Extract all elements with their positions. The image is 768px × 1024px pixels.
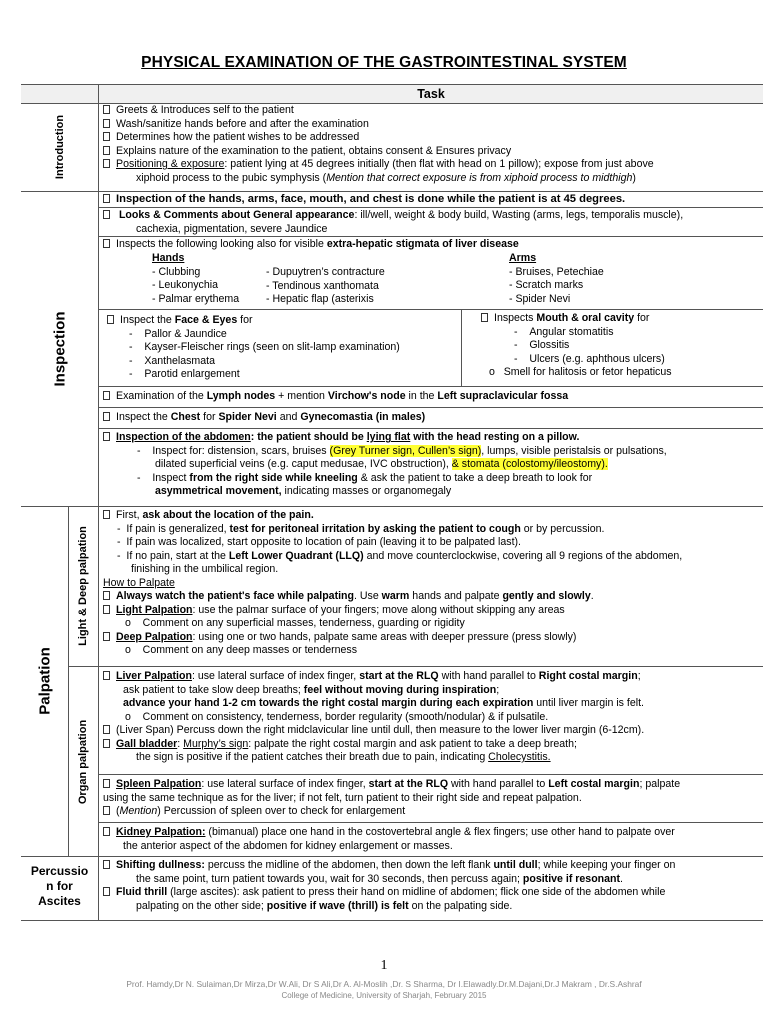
introduction-label-cell	[21, 103, 99, 191]
inspection-label: Inspection	[51, 310, 68, 387]
checkbox-icon	[103, 194, 110, 203]
footer-college: College of Medicine, University of Sharjah, February 2015	[281, 991, 487, 1000]
page-title: PHYSICAL EXAMINATION OF THE GASTROINTESTINAL SYSTEM	[141, 54, 627, 71]
checkbox-icon	[103, 725, 110, 734]
checkbox-icon	[107, 315, 114, 324]
general-appearance-row: Looks & Comments about General appearance: ill/well, weight & body build, Wasting (arms, legs, temporalis muscle), cachexia, pigmentation, severe Jaundice	[99, 208, 763, 237]
palpation-content	[99, 506, 763, 856]
mouth-cell: Inspects Mouth & oral cavity for - Angular stomatitis - Glossitis - Ulcers (e.g. aphthous ulcers) o Smell for halitosis or fetor hepaticus	[462, 310, 672, 380]
intro-line: Greets & Introduces self to the patient	[103, 104, 759, 118]
lymph-row: Examination of the Lymph nodes + mention Virchow's node in the Left supraclavicular fossa	[99, 387, 763, 408]
header-spacer	[21, 85, 99, 103]
hands-column-2: - Dupuytren’s contracture - Tendinous xanthomata - Hepatic flap (asterixis	[266, 266, 385, 305]
exam-table	[21, 84, 763, 104]
footer-authors: Prof. Hamdy,Dr N. Sulaiman,Dr Mirza,Dr W.Ali, Dr S Ali,Dr A. Al-Moslih ,Dr. S Sharma, Dr I.Elawadly.Dr.M.Dajani,Dr.J Makram , Dr.S.Ashraf	[126, 979, 642, 989]
checkbox-icon	[103, 412, 110, 421]
liver-gall-block: Liver Palpation: use lateral surface of index finger, start at the RLQ with hand parallel to Right costal margin; ask patient to take slow deep breaths; feel without moving during inspiration; advance your hand 1-2 cm towards the right costal margin during each expiration until liver margin is felt. o Comment on consistency, tenderness, border regularity (smooth/nodular) & if pulsatile. (Liver Span) Percuss down the right midclavicular line until dull, then measure to the lower liver margin (6-12cm). Gall bladder: Murphy’s sign: palpate the right costal margin and ask patient to take a deep breath; the sign is positive if the patient catches their breath due to pain, indicating Cholecystitis.	[99, 667, 763, 775]
checkbox-icon	[103, 806, 110, 815]
checkbox-icon	[103, 432, 110, 441]
checkbox-icon	[103, 860, 110, 869]
intro-line: Determines how the patient wishes to be addressed	[103, 131, 759, 145]
checkbox-icon	[103, 239, 110, 248]
checkbox-icon	[103, 605, 110, 614]
intro-line: Explains nature of the examination to the patient, obtains consent & Ensures privacy	[103, 145, 759, 159]
checkbox-icon	[103, 119, 110, 128]
inspection-label-cell	[21, 191, 99, 506]
intro-positioning-cont: xiphoid process to the pubic symphysis (Mention that correct exposure is from xiphoid process to midthigh)	[136, 171, 636, 184]
percussion-content: Shifting dullness: percuss the midline of the abdomen, then down the left flank until dull; while keeping your finger on the same point, turn patient towards you, wait for 30 seconds, then percuss again; positive if resonant. Fluid thrill (large ascites): ask patient to press their hand on midline of abdomen; flick one side of the abdomen while palpating on the other side; positive if wave (thrill) is felt on the palpating side.	[99, 856, 763, 920]
checkbox-icon	[103, 146, 110, 155]
page-number: 1	[380, 958, 388, 973]
kidney-block: Kidney Palpation: (bimanual) place one hand in the costovertebral angle & flex fingers; use other hand to palpate over the anterior aspect of the abdomen for kidney enlargement or masses.	[99, 823, 763, 856]
checkbox-icon	[103, 671, 110, 680]
checkbox-icon	[103, 779, 110, 788]
hands-column: Hands - Clubbing - Leukonychia - Palmar erythema	[152, 252, 240, 305]
stigmata-row: Inspects the following looking also for visible extra-hepatic stigmata of liver disease Hands - Clubbing - Leukonychia - Palmar erythema - Dupuytren’s contracture - Tendinous xanthomata - Hepatic flap (asterixis Arms - Bruises, Petechiae - Scratch marks - Spider Nevi	[99, 237, 763, 310]
highlight: & stomata (colostomy/ileostomy).	[451, 458, 608, 470]
checkbox-icon	[103, 827, 110, 836]
palpation-label: Palpation	[36, 647, 53, 715]
checkbox-icon	[103, 391, 110, 400]
checkbox-icon	[103, 159, 110, 168]
checkbox-icon	[103, 632, 110, 641]
inspection-section	[21, 191, 763, 507]
face-eyes-cell: Inspect the Face & Eyes for - Pallor & Jaundice - Kayser-Fleischer rings (seen on slit-lamp examination) - Xanthelasmata - Parotid enlargement	[99, 310, 462, 387]
how-to-palpate: How to Palpate	[103, 576, 175, 589]
palpation-section	[21, 506, 763, 857]
chest-row: Inspect the Chest for Spider Nevi and Gynecomastia (in males)	[99, 408, 763, 429]
task-header: Task	[99, 85, 763, 103]
checkbox-icon	[103, 510, 110, 519]
arms-column: Arms - Bruises, Petechiae - Scratch marks - Spider Nevi	[509, 252, 604, 305]
face-mouth-row	[99, 310, 763, 387]
percussion-label-cell	[21, 856, 99, 920]
checkbox-icon	[103, 739, 110, 748]
introduction-label: Introduction	[53, 114, 66, 180]
light-deep-label-cell	[68, 506, 99, 667]
light-deep-block: First, ask about the location of the pain. - If pain is generalized, test for peritoneal irritation by asking the patient to cough or by percussion. - If pain was localized, start opposite to location of pain (leaving it to be palpated last). - If no pain, start at the Left Lower Quadrant (LLQ) and move counterclockwise, covering all 9 regions of the abdomen, finishing in the umbilical region. How to Palpate Always watch the patient's face while palpating. Use warm hands and palpate gently and slowly. Light Palpation: use the palmar surface of your fingers; move along without skipping any areas o Comment on any superficial masses, tenderness, guarding or rigidity Deep Palpation: using one or two hands, palpate same areas with deeper pressure (press slowly) o Comment on any deep masses or tenderness	[99, 506, 763, 667]
introduction-content	[99, 103, 763, 191]
palpation-label-cell	[21, 506, 69, 856]
intro-line: Wash/sanitize hands before and after the examination	[103, 118, 759, 132]
checkbox-icon	[103, 132, 110, 141]
checkbox-icon	[103, 887, 110, 896]
checkbox-icon	[103, 210, 110, 219]
checkbox-icon	[103, 591, 110, 600]
task-header-row	[21, 84, 763, 104]
checkbox-icon	[481, 313, 488, 322]
light-deep-label: Light & Deep palpation	[77, 526, 89, 646]
highlight: (Grey Turner sign, Cullen’s sign)	[329, 444, 482, 457]
organ-label-cell	[68, 667, 99, 856]
inspection-header-row: Inspection of the hands, arms, face, mouth, and chest is done while the patient is at 45 degrees.	[99, 191, 763, 208]
organ-label: Organ palpation	[77, 719, 89, 804]
inspection-content	[99, 191, 763, 506]
abdomen-row: Inspection of the abdomen: the patient should be lying flat with the head resting on a pillow. - Inspect for: distension, scars, bruises (Grey Turner sign, Cullen’s sign), lumps, visible peristalsis or pulsations, dilated superficial veins (e.g. caput medusae, IVC obstruction), & stomata (colostomy/ileostomy). - Inspect from the right side while kneeling & ask the patient to take a deep breath to look for asymmetrical movement, indicating masses or organomegaly	[99, 429, 763, 506]
spleen-block: Spleen Palpation: use lateral surface of index finger, start at the RLQ with hand parallel to Left costal margin; palpate using the same technique as for the liver; if not felt, turn patient to their right side and repeat palpation. (Mention) Percussion of spleen over to check for enlargement	[99, 775, 763, 823]
checkbox-icon	[103, 105, 110, 114]
intro-positioning: Positioning & exposure: patient lying at 45 degrees initially (then flat with head on 1 pillow); expose from just above	[103, 158, 759, 172]
percussion-label: Percussio n for Ascites	[30, 864, 89, 908]
percussion-section	[21, 856, 763, 921]
introduction-section	[21, 103, 763, 192]
